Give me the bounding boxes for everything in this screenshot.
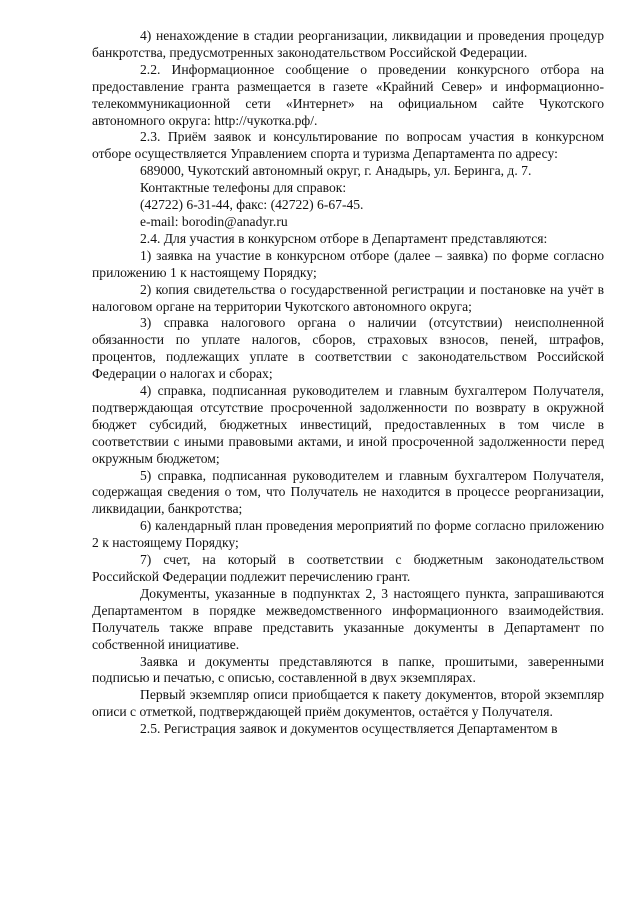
- paragraph-2-3-application-intake: 2.3. Приём заявок и консультирование по вопросам участия в конкурсном отборе осуществляется Управлением спорта и туризма Департамента по адресу:: [92, 129, 604, 162]
- paragraph-2-2-information-notice: 2.2. Информационное сообщение о проведении конкурсного отбора на предоставление гранта размещается в газете «Крайний Север» и информационно-телекоммуникационной сети «Интернет» на официальном сайте Чукотского автономного округа: http://чукотка.рф/.: [92, 61, 604, 128]
- list-item-event-calendar-plan: 6) календарный план проведения мероприятий по форме согласно приложению 2 к настоящему Порядку;: [92, 518, 604, 551]
- list-item-no-reorganization-certificate: 5) справка, подписанная руководителем и главным бухгалтером Получателя, содержащая сведения о том, что Получатель не находится в процессе реорганизации, ликвидации, банкротства;: [92, 467, 604, 517]
- paragraph-inventory-copies: Первый экземпляр описи приобщается к пакету документов, второй экземпляр описи с отметкой, подтверждающей приём документов, остаётся у Получателя.: [92, 687, 604, 720]
- list-item-bank-account: 7) счет, на который в соответствии с бюджетным законодательством Российской Федерации подлежит перечислению грант.: [92, 552, 604, 584]
- paragraph-folder-submission: Заявка и документы представляются в папке, прошитыми, заверенными подписью и печатью, с описью, составленной в двух экземплярах.: [92, 653, 604, 686]
- address-line: 689000, Чукотский автономный округ, г. Анадырь, ул. Беринга, д. 7.: [140, 163, 532, 179]
- list-item-application-form: 1) заявка на участие в конкурсном отборе (далее – заявка) по форме согласно приложению 1 к настоящему Порядку;: [92, 247, 604, 280]
- paragraph-item-4-no-reorganization: 4) ненахождение в стадии реорганизации, ликвидации и проведения процедур банкротства, предусмотренных законодательством Российской Федерации.: [92, 28, 604, 60]
- list-item-registration-certificate: 2) копия свидетельства о государственной регистрации и постановке на учёт в налоговом органе на территории Чукотского автономного округа;: [92, 281, 604, 314]
- paragraph-2-5-registration: 2.5. Регистрация заявок и документов осуществляется Департаментом в: [140, 721, 558, 737]
- list-item-no-debt-certificate: 4) справка, подписанная руководителем и главным бухгалтером Получателя, подтверждающая отсутствие просроченной задолженности по возврату в окружной бюджет субсидий, бюджетных инвестиций, предоставленных в том числе в соответствии с иными правовыми актами, и иной просроченной задолженности перед окружным бюджетом;: [92, 383, 604, 466]
- contact-phones: (42722) 6-31-44, факс: (42722) 6-67-45.: [140, 197, 364, 213]
- contact-phones-label: Контактные телефоны для справок:: [140, 180, 347, 196]
- paragraph-2-4-required-documents: 2.4. Для участия в конкурсном отборе в Департамент представляются:: [140, 230, 548, 246]
- list-item-tax-certificate: 3) справка налогового органа о наличии (отсутствии) неисполненной обязанности по уплате налогов, сборов, страховых взносов, пеней, штрафов, процентов, подлежащих уплате в соответствии с законодательством Российской Федерации о налогах и сборах;: [92, 315, 604, 382]
- paragraph-interagency-request: Документы, указанные в подпунктах 2, 3 настоящего пункта, запрашиваются Департаментом в порядке межведомственного информационного взаимодействия. Получатель также вправе представить указанные документы в Департамент по собственной инициативе.: [92, 585, 604, 652]
- contact-email: e-mail: borodin@anadyr.ru: [140, 213, 288, 229]
